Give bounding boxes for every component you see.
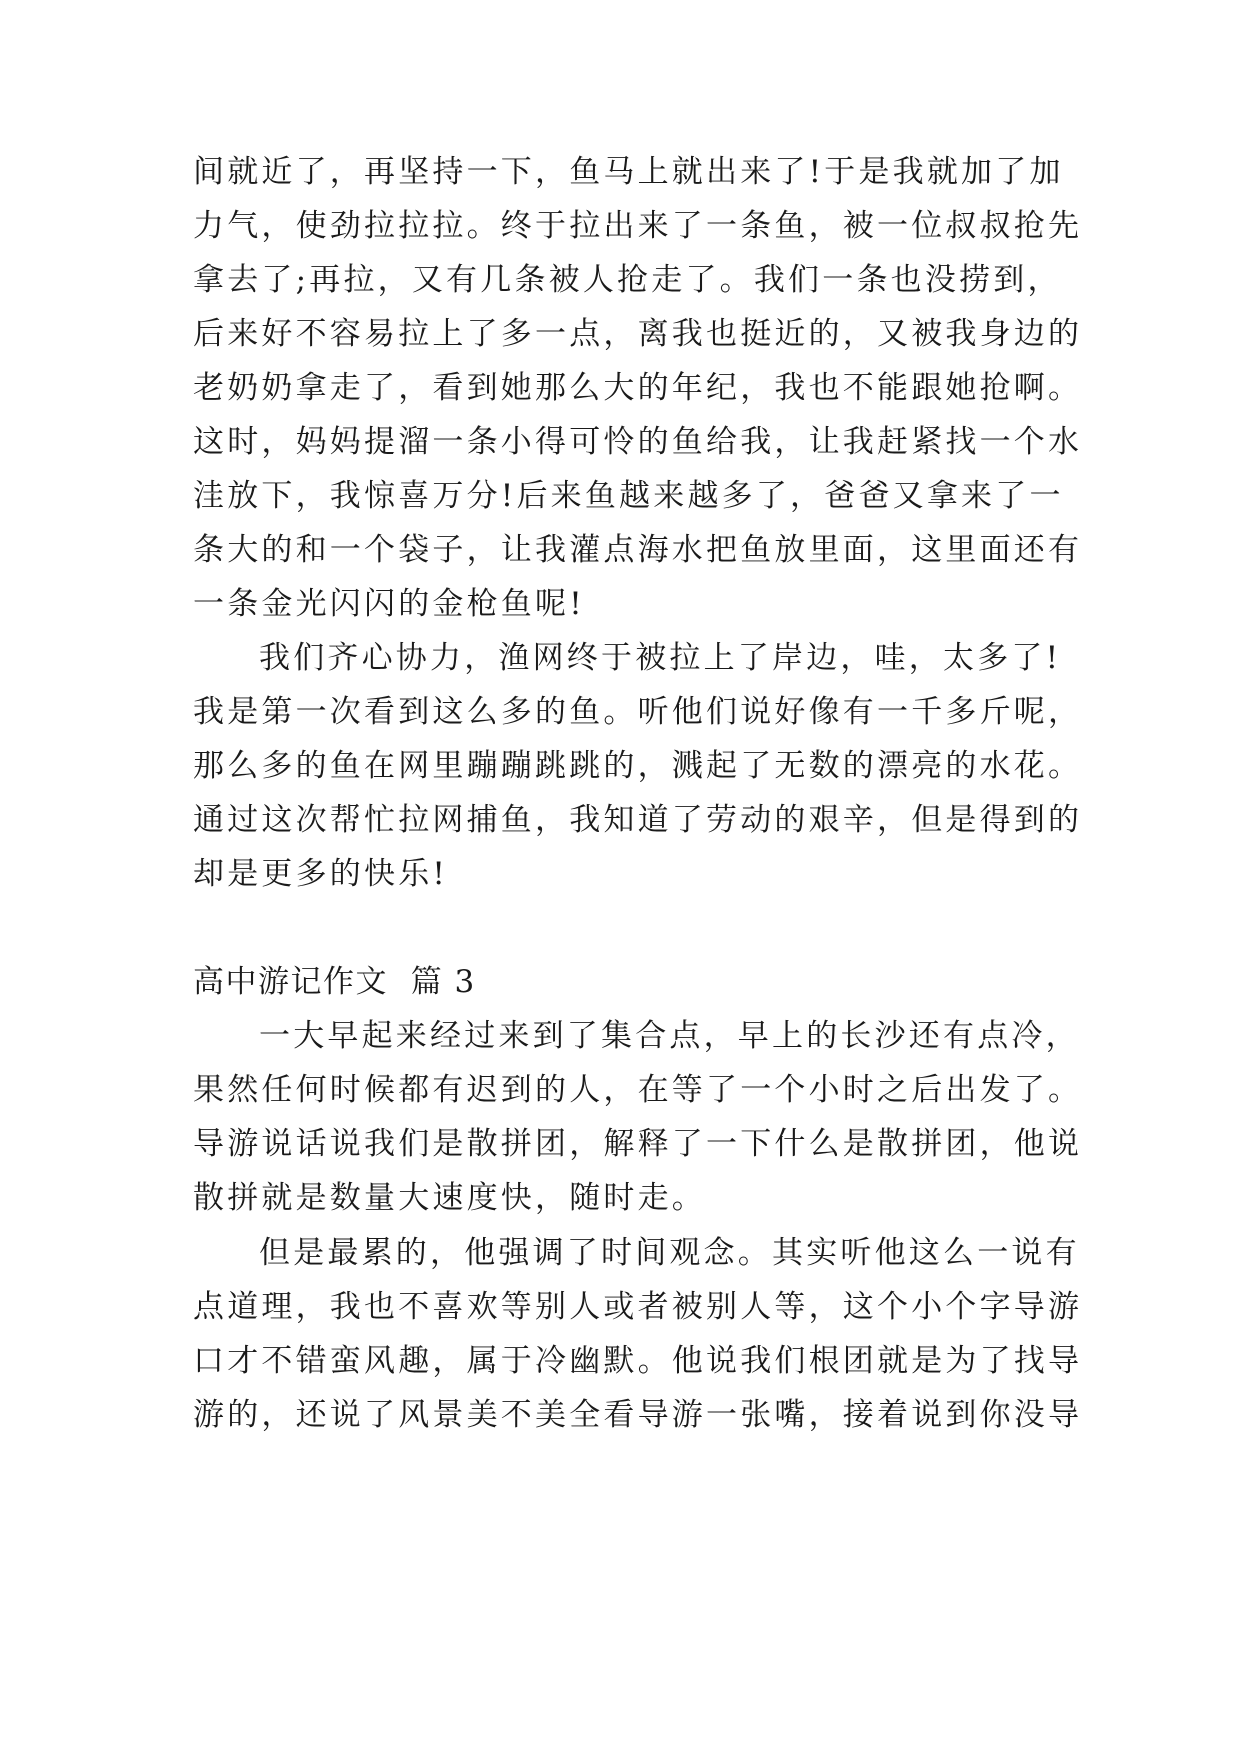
paragraph-line: 但是最累的，他强调了时间观念。其实听他这么一说有 xyxy=(259,1235,1080,1271)
paragraph-line: 散拼就是数量大速度快，随时走。 xyxy=(193,1180,706,1216)
paragraph-line: 这时，妈妈提溜一条小得可怜的鱼给我，让我赶紧找一个水 xyxy=(193,424,1083,460)
paragraph-line: 点道理，我也不喜欢等别人或者被别人等，这个小个字导游 xyxy=(193,1289,1083,1325)
paragraph-line: 却是更多的快乐! xyxy=(193,856,449,892)
paragraph-line: 导游说话说我们是散拼团，解释了一下什么是散拼团，他说 xyxy=(193,1126,1083,1162)
paragraph-line: 我是第一次看到这么多的鱼。听他们说好像有一千多斤呢， xyxy=(193,694,1083,730)
paragraph-line: 果然任何时候都有迟到的人，在等了一个小时之后出发了。 xyxy=(193,1072,1083,1108)
paragraph-line: 口才不错蛮风趣，属于冷幽默。他说我们根团就是为了找导 xyxy=(193,1343,1083,1379)
paragraph-line: 一大早起来经过来到了集合点，早上的长沙还有点冷， xyxy=(259,1018,1080,1054)
paragraph-line: 我们齐心协力，渔网终于被拉上了岸边，哇，太多了! xyxy=(259,640,1062,676)
paragraph-line: 洼放下，我惊喜万分!后来鱼越来越多了，爸爸又拿来了一 xyxy=(193,478,1064,514)
paragraph-line: 老奶奶拿走了，看到她那么大的年纪，我也不能跟她抢啊。 xyxy=(193,370,1083,406)
paragraph-line: 间就近了，再坚持一下，鱼马上就出来了!于是我就加了加 xyxy=(193,154,1064,190)
paragraph-line: 后来好不容易拉上了多一点，离我也挺近的，又被我身边的 xyxy=(193,316,1083,352)
paragraph-line: 拿去了;再拉，又有几条被人抢走了。我们一条也没捞到， xyxy=(193,262,1062,298)
paragraph-line: 那么多的鱼在网里蹦蹦跳跳的，溅起了无数的漂亮的水花。 xyxy=(193,748,1083,784)
paragraph-line: 条大的和一个袋子，让我灌点海水把鱼放里面，这里面还有 xyxy=(193,532,1083,568)
paragraph-line: 一条金光闪闪的金枪鱼呢! xyxy=(193,586,585,622)
section-heading: 高中游记作文 篇 3 xyxy=(193,964,476,1000)
paragraph-line: 游的，还说了风景美不美全看导游一张嘴，接着说到你没导 xyxy=(193,1397,1083,1433)
paragraph-line: 力气，使劲拉拉拉。终于拉出来了一条鱼，被一位叔叔抢先 xyxy=(193,208,1083,244)
paragraph-line: 通过这次帮忙拉网捕鱼，我知道了劳动的艰辛，但是得到的 xyxy=(193,802,1083,838)
